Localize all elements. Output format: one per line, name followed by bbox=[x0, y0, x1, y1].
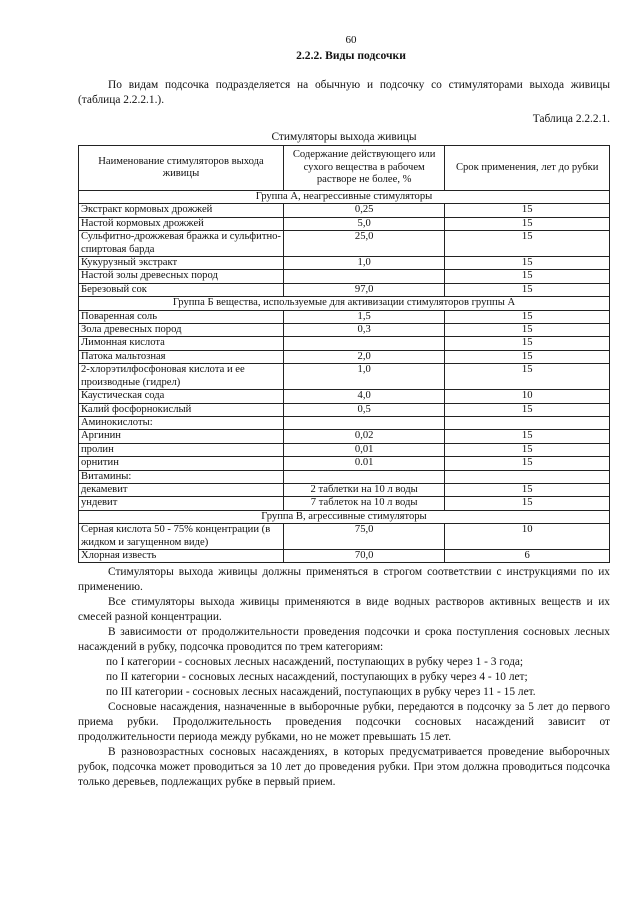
cell-term: 15 bbox=[445, 497, 610, 510]
cell-term: 10 bbox=[445, 390, 610, 403]
table-title: Стимуляторы выхода живицы bbox=[271, 131, 417, 143]
body-paragraph: по II категории - сосновых лесных насаждений, поступающих в рубку через 4 - 10 лет; bbox=[106, 671, 528, 684]
cell-term: 15 bbox=[445, 283, 610, 296]
cell-content: 7 таблеток на 10 л воды bbox=[283, 497, 444, 510]
cell-name: Калий фосфорнокислый bbox=[79, 403, 284, 416]
body-paragraph: В разновозрастных сосновых насаждениях, в которых предусматривается проведение выборочных рубок, подсочка может проводиться за 10 лет до проведения рубки. При этом должна проводиться подсочка только деревьев, подлежащих рубке в первый прием. bbox=[78, 746, 610, 789]
cell-term: 15 bbox=[445, 337, 610, 350]
cell-content: 75,0 bbox=[283, 524, 444, 550]
cell-content: 25,0 bbox=[283, 231, 444, 257]
table-label: Таблица 2.2.2.1. bbox=[532, 113, 610, 125]
cell-name: орнитин bbox=[79, 457, 284, 470]
body-paragraph: В зависимости от продолжительности проведения подсочки и срока поступления сосновых лесных насаждений в рубку, подсочка проводится по трем категориям: bbox=[78, 626, 610, 654]
body-paragraph: Все стимуляторы выхода живицы применяются в виде водных растворов активных веществ и их смесей разной концентрации. bbox=[78, 596, 610, 624]
cell-term: 15 bbox=[445, 231, 610, 257]
cell-content bbox=[283, 337, 444, 350]
cell-content: 0.01 bbox=[283, 457, 444, 470]
cell-content: 0,01 bbox=[283, 443, 444, 456]
cell-term: 15 bbox=[445, 403, 610, 416]
cell-term: 15 bbox=[445, 324, 610, 337]
cell-name: декамевит bbox=[79, 483, 284, 496]
cell-content: 4,0 bbox=[283, 390, 444, 403]
cell-name: Березовый сок bbox=[79, 283, 284, 296]
table-row bbox=[79, 457, 610, 470]
table-row bbox=[79, 403, 610, 416]
cell-term: 15 bbox=[445, 350, 610, 363]
table-row bbox=[79, 416, 610, 429]
cell-name: ундевит bbox=[79, 497, 284, 510]
table-row bbox=[79, 549, 610, 562]
cell-name: Настой золы древесных пород bbox=[79, 270, 284, 283]
table-body bbox=[79, 191, 610, 563]
table-header-row bbox=[79, 146, 610, 191]
cell-term: 15 bbox=[445, 430, 610, 443]
table-row bbox=[79, 390, 610, 403]
cell-term: 10 bbox=[445, 524, 610, 550]
body-paragraph: Сосновые насаждения, назначенные в выборочные рубки, передаются в подсочку за 5 лет до первого приема рубки. Продолжительность проведения подсочки сосновых насаждений зависит от продолжительности периода между рубками, но не может превышать 15 лет. bbox=[78, 701, 610, 744]
cell-name: Патока мальтозная bbox=[79, 350, 284, 363]
header-content: Содержание действующего или сухого вещества в рабочем растворе не более, % bbox=[283, 146, 444, 191]
cell-name: Поваренная соль bbox=[79, 310, 284, 323]
table-row bbox=[79, 231, 610, 257]
cell-term: 6 bbox=[445, 549, 610, 562]
cell-term: 15 bbox=[445, 483, 610, 496]
cell-name: Лимонная кислота bbox=[79, 337, 284, 350]
cell-content: 1,0 bbox=[283, 257, 444, 270]
cell-term: 15 bbox=[445, 443, 610, 456]
table-row bbox=[79, 430, 610, 443]
cell-name: Хлорная известь bbox=[79, 549, 284, 562]
cell-content: 1,0 bbox=[283, 364, 444, 390]
table-row bbox=[79, 497, 610, 510]
table-row bbox=[79, 283, 610, 296]
cell-content: 2,0 bbox=[283, 350, 444, 363]
cell-term: 15 bbox=[445, 217, 610, 230]
table-row bbox=[79, 217, 610, 230]
cell-name: Аминокислоты: bbox=[79, 416, 284, 429]
table-group-row bbox=[79, 191, 610, 204]
cell-name: пролин bbox=[79, 443, 284, 456]
body-paragraph: Стимуляторы выхода живицы должны применяться в строгом соответствии с инструкциями по их применению. bbox=[78, 566, 610, 594]
cell-name: Настой кормовых дрожжей bbox=[79, 217, 284, 230]
table-row bbox=[79, 524, 610, 550]
cell-content: 97,0 bbox=[283, 283, 444, 296]
table-row bbox=[79, 350, 610, 363]
cell-content: 5,0 bbox=[283, 217, 444, 230]
body-paragraph: по III категории - сосновых лесных насаждений, поступающих в рубку через 11 - 15 лет. bbox=[106, 686, 536, 699]
cell-content bbox=[283, 416, 444, 429]
cell-content: 0,3 bbox=[283, 324, 444, 337]
cell-name: Витамины: bbox=[79, 470, 284, 483]
cell-term: 15 bbox=[445, 457, 610, 470]
cell-term: 15 bbox=[445, 270, 610, 283]
cell-content: 2 таблетки на 10 л воды bbox=[283, 483, 444, 496]
section-title: 2.2.2. Виды подсочки bbox=[296, 49, 406, 62]
cell-name: 2-хлорэтилфосфоновая кислота и ее производные (гидрел) bbox=[79, 364, 284, 390]
intro-paragraph: По видам подсочка подразделяется на обычную и подсочку со стимуляторами выхода живицы (таблица 2.2.2.1.). bbox=[78, 79, 610, 106]
table-row bbox=[79, 270, 610, 283]
table-group-row bbox=[79, 297, 610, 310]
stimulators-table bbox=[78, 145, 610, 563]
table-row bbox=[79, 443, 610, 456]
cell-name: Сульфитно-дрожжевая бражка и сульфитно-спиртовая барда bbox=[79, 231, 284, 257]
table-row bbox=[79, 324, 610, 337]
table-row bbox=[79, 364, 610, 390]
cell-term: 15 bbox=[445, 257, 610, 270]
body-paragraph: по I категории - сосновых лесных насаждений, поступающих в рубку через 1 - 3 года; bbox=[106, 656, 524, 669]
cell-name: Экстракт кормовых дрожжей bbox=[79, 204, 284, 217]
cell-content bbox=[283, 270, 444, 283]
body-text bbox=[78, 565, 610, 790]
cell-content: 1,5 bbox=[283, 310, 444, 323]
table-row bbox=[79, 310, 610, 323]
cell-content: 0,02 bbox=[283, 430, 444, 443]
header-name: Наименование стимуляторов выхода живицы bbox=[79, 146, 284, 191]
cell-term: 15 bbox=[445, 204, 610, 217]
cell-content: 0,25 bbox=[283, 204, 444, 217]
table-group-row bbox=[79, 510, 610, 523]
group-title: Группа В, агрессивные стимуляторы bbox=[79, 510, 610, 523]
cell-name: Кукурузный экстракт bbox=[79, 257, 284, 270]
table-row bbox=[79, 337, 610, 350]
cell-content bbox=[283, 470, 444, 483]
header-term: Срок применения, лет до рубки bbox=[445, 146, 610, 191]
cell-content: 0,5 bbox=[283, 403, 444, 416]
table-row bbox=[79, 483, 610, 496]
cell-name: Аргинин bbox=[79, 430, 284, 443]
table-row bbox=[79, 257, 610, 270]
cell-term: 15 bbox=[445, 310, 610, 323]
cell-name: Каустическая сода bbox=[79, 390, 284, 403]
group-title: Группа Б вещества, используемые для активизации стимуляторов группы А bbox=[79, 297, 610, 310]
cell-term bbox=[445, 470, 610, 483]
cell-content: 70,0 bbox=[283, 549, 444, 562]
cell-name: Зола древесных пород bbox=[79, 324, 284, 337]
cell-term: 15 bbox=[445, 364, 610, 390]
group-title: Группа А, неагрессивные стимуляторы bbox=[79, 191, 610, 204]
table-row bbox=[79, 470, 610, 483]
cell-term bbox=[445, 416, 610, 429]
page-number: 60 bbox=[345, 34, 357, 46]
cell-name: Серная кислота 50 - 75% концентрации (в жидком и загущенном виде) bbox=[79, 524, 284, 550]
table-row bbox=[79, 204, 610, 217]
